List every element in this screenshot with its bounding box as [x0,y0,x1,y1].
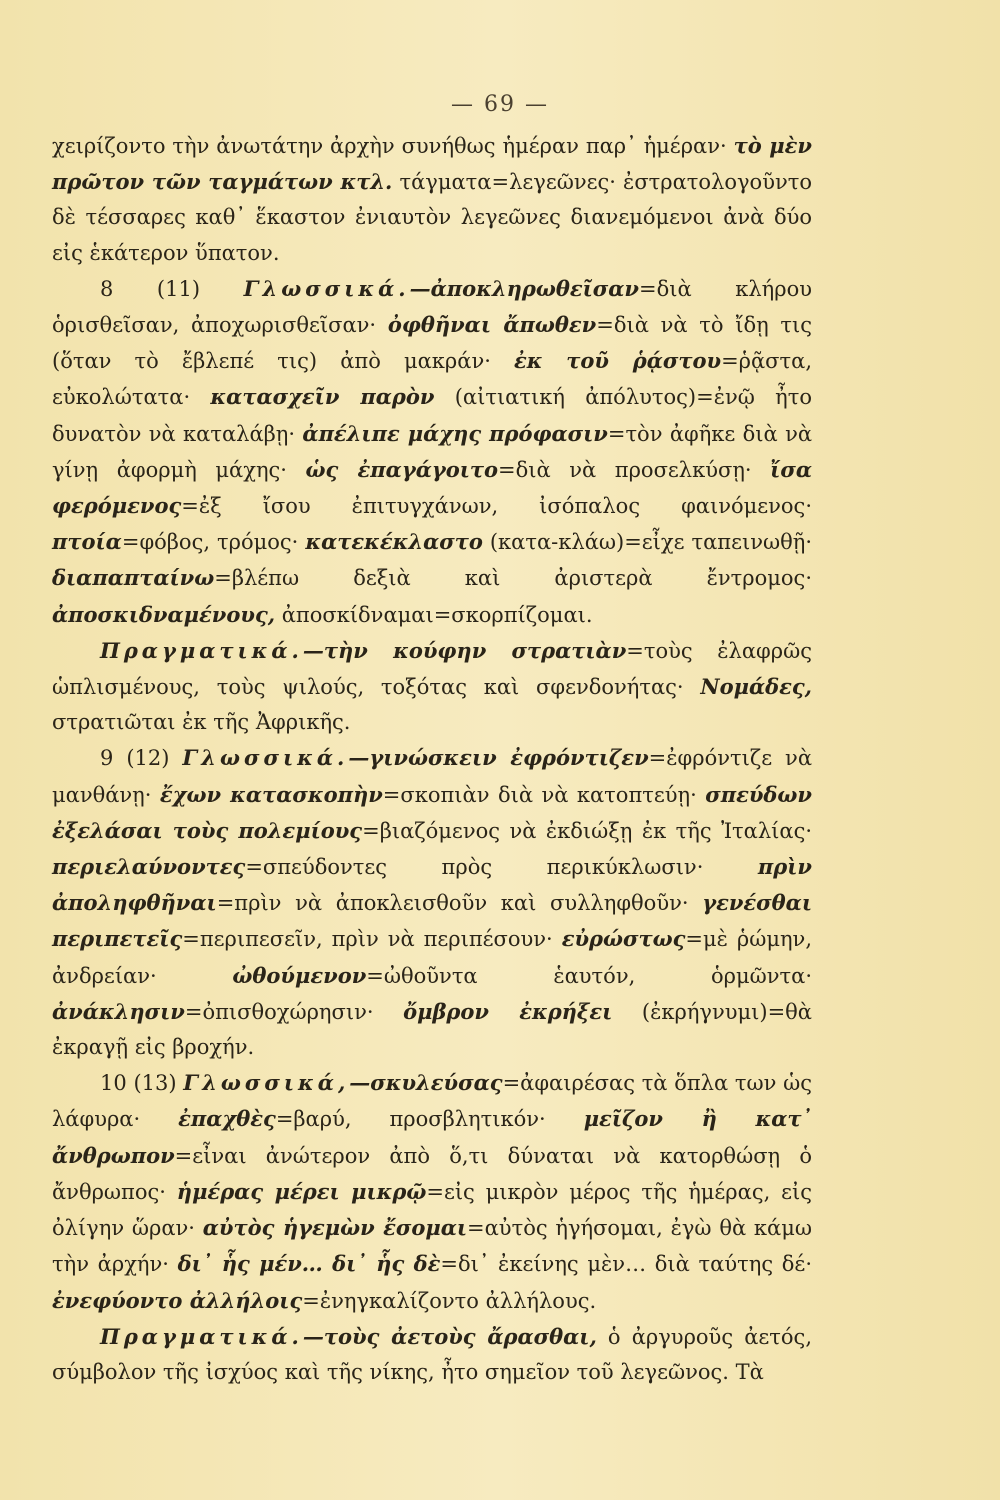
text-run: στρατιῶται ἐκ τῆς Ἀφρικῆς. [52,710,351,735]
text-run: χειρίζοντο τὴν ἀνωτάτην ἀρχὴν συνήθως ἡμέραν παρ᾿ ἡμέραν· [52,134,734,158]
lemma: τὸ μὲν πρῶτον τῶν ταγμάτων κτλ. [52,133,813,195]
section-number: 8 (11) [100,276,244,301]
lemma: —σκυλεύσας [349,1070,503,1096]
text-run: =ῥᾷστα, εὐκολώτατα· [52,349,812,410]
section-number: 10 (13) [100,1071,184,1096]
text-run: =σκοπιὰν διὰ νὰ κατοπτεύῃ· [382,782,706,807]
text-run: =φόβος, τρόμος· [121,530,306,555]
page-number: — 69 — [451,92,549,117]
paragraph-2 [52,271,812,633]
lemma: ἐκ τοῦ ῥᾴστου [514,348,722,374]
lemma: μεῖζον ἢ κατ᾿ ἄνθρωπον [52,1106,813,1168]
text-run: (κατα-κλάω)=εἶχε ταπεινωθῇ· [482,530,812,555]
text-run: =περιπεσεῖν, πρὶν νὰ περιπέσουν· [182,927,562,952]
lemma: γενέσθαι περιπετεῖς [52,890,812,952]
text-run: =ὀπισθοχώρησιν· [184,999,404,1024]
lemma: —γινώσκειν ἐφρόντιζεν [348,745,649,771]
lemma: κατεκέκλαστο [305,529,483,555]
text-run: =διὰ κλήρου ὁρισθεῖσαν, ἀποχωρισθεῖσαν· [52,276,812,338]
section-number: 9 (12) [100,746,183,771]
lemma: ὄμβρον ἐκρήξει [403,998,613,1024]
text-run: =σπεύδοντες πρὸς περικύκλωσιν· [245,855,758,880]
section-heading: Γλωσσικά, [183,1070,350,1096]
lemma: ἐπαχθὲς [178,1106,276,1132]
text-run: =εἰς μικρὸν μέρος τῆς ἡμέρας, εἰς ὀλίγην ὥραν· [52,1179,812,1241]
text-run: =βαρύ, προσβλητικόν· [275,1107,584,1132]
lemma: ἡμέρας μέρει μικρῷ [176,1178,427,1204]
section-heading: Πραγματικά. [100,637,303,663]
text-run: ἀποσκίδναμαι=σκορπίζομαι. [275,602,593,627]
text-run: =ἐξ ἴσου ἐπιτυγχάνων, ἰσόπαλος φαινόμενος· [181,494,812,519]
lemma: ἀνάκλησιν [52,998,185,1024]
lemma: ἴσα φερόμενος [52,456,812,519]
lemma: περιελαύνοντες [52,854,246,880]
paragraph-6 [52,1319,812,1390]
paragraph-1 [52,128,812,271]
text-run: τάγματα=λεγεῶνες· ἐστρατολογοῦντο δὲ τέσσαρες καθ᾿ ἕκαστον ἐνιαυτὸν λεγεῶνες διανεμόμενοι ἀνὰ δύο εἰς ἑκάτερον ὕπατον. [52,170,812,265]
text-run: =δι᾿ ἐκείνης μὲν… διὰ ταύτης δέ· [440,1252,812,1277]
lemma: ἐνεφύοντο ἀλλήλοις [52,1287,303,1313]
lemma: πρὶν ἀποληφθῆναι [52,854,812,916]
text-run: =ὠθοῦντα ἑαυτόν, ὁρμῶντα· [366,963,812,988]
section-heading: Γλωσσικά. [182,745,349,771]
text-run: =βλέπω δεξιὰ καὶ ἀριστερὰ ἔντρομος· [214,566,812,591]
text-run: =διὰ νὰ προσελκύσῃ· [498,457,771,482]
commentary-text [52,128,812,1390]
text-run: =ἀφαιρέσας τὰ ὅπλα των ὡς λάφυρα· [52,1071,812,1132]
lemma: Νομάδες, [700,674,812,700]
lemma: διαπαπταίνω [52,565,215,591]
text-run: (αἰτιατική ἀπόλυτος)=ἐνῷ ἦτο δυνατὸν νὰ καταλάβῃ· [52,385,813,446]
text-run: =τοὺς ἐλαφρῶς ὡπλισμένους, τοὺς ψιλούς, τοξότας καὶ σφενδονήτας· [52,638,812,700]
lemma: —τοὺς ἀετοὺς ἄρασθαι, [302,1323,597,1349]
lemma: κατασχεῖν παρὸν [210,384,435,410]
lemma: δι᾿ ἧς μέν… δι᾿ ἧς δὲ [177,1251,441,1277]
lemma: —ἀποκληρωθεῖσαν [409,275,639,301]
text-run: ὁ ἀργυροῦς ἀετός, σύμβολον τῆς ἰσχύος καὶ τῆς νίκης, ἦτο σημεῖον τοῦ λεγεῶνος. Τὰ [52,1324,812,1384]
lemma: ἀπέλιπε μάχης πρόφασιν [302,420,608,446]
lemma: ἀποσκιδναμένους, [52,601,276,627]
lemma: ὀφθῆναι ἄπωθεν [387,312,597,338]
text-run: =μὲ ῥώμην, ἀνδρείαν· [52,927,812,988]
paragraph-3 [52,633,812,741]
text-run: =ἐφρόντιζε νὰ μανθάνῃ· [52,746,813,807]
paragraph-5 [52,1065,812,1318]
lemma: πτοία [52,529,122,555]
section-heading: Γλωσσικά. [243,275,410,301]
section-heading: Πραγματικά. [100,1323,303,1349]
lemma: ὡς ἐπαγάγοιτο [305,456,499,482]
text-run: =βιαζόμενος νὰ ἐκδιώξῃ ἐκ τῆς Ἰταλίας· [362,818,813,843]
lemma: ἔχων κατασκοπὴν [159,781,383,807]
lemma: σπεύδων ἐξελάσαι τοὺς πολεμίους [52,781,812,843]
text-run: (ἐκρήγνυμι)=θὰ ἐκραγῇ εἰς βροχήν. [52,999,812,1060]
text-run: =διὰ νὰ τὸ ἴδῃ τις (ὅταν τὸ ἔβλεπέ τις) ἀπὸ μακράν· [52,313,813,374]
paragraph-4 [52,740,812,1065]
text-run: =ἐνηγκαλίζοντο ἀλλήλους. [302,1288,597,1313]
text-run: =εἶναι ἀνώτερον ἀπὸ ὅ,τι δύναται νὰ κατορθώσῃ ὁ ἄνθρωπος· [52,1143,812,1204]
text-run: =τὸν ἀφῆκε διὰ νὰ γίνῃ ἀφορμὴ μάχης· [52,421,813,482]
text-run: =αὐτὸς ἡγήσομαι, ἐγὼ θὰ κάμω τὴν ἀρχήν· [52,1216,813,1277]
lemma: αὐτὸς ἡγεμὼν ἔσομαι [202,1215,468,1241]
lemma: —τὴν κούφην στρατιὰν [302,637,627,663]
text-run: =πρὶν νὰ ἀποκλεισθοῦν καὶ συλληφθοῦν· [216,891,703,916]
lemma: εὐρώστως [561,926,686,952]
lemma: ὠθούμενον [232,962,367,988]
